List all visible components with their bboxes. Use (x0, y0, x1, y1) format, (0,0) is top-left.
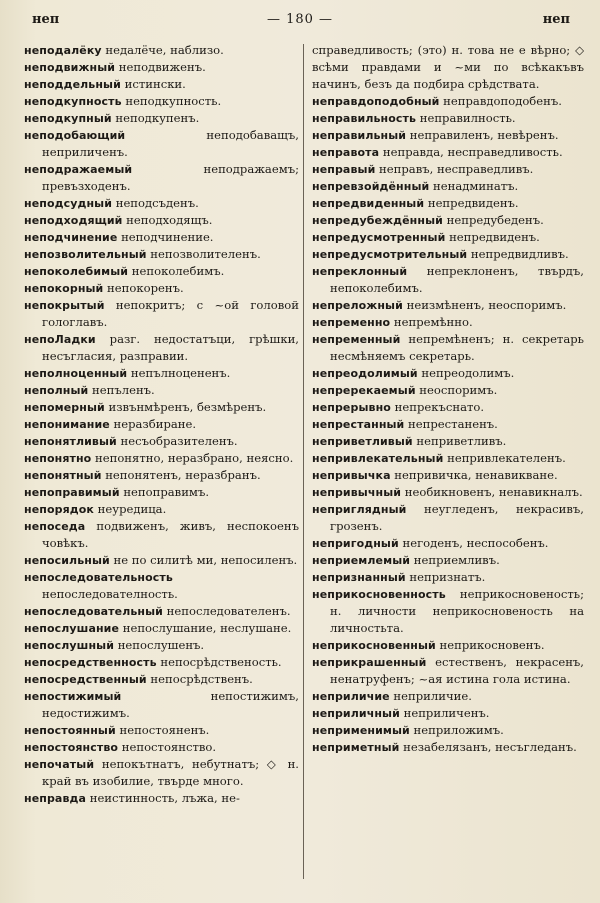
entry-headword: непреклонный (312, 265, 408, 278)
dictionary-entry (312, 552, 584, 569)
entry-headword: непрестанный (312, 418, 405, 431)
dictionary-entry (24, 297, 299, 331)
dictionary-entry (312, 450, 584, 467)
entry-translation: неправда, несправедливость. (379, 145, 563, 159)
entry-translation: непривлекателенъ. (443, 451, 566, 465)
dictionary-entry (24, 739, 299, 756)
entry-headword: непредусмотрительный (312, 248, 468, 261)
dictionary-entry (312, 688, 584, 705)
entry-translation: неподвиженъ. (115, 60, 206, 74)
entry-headword: непослушание (24, 622, 120, 635)
entry-headword: непонятно (24, 452, 92, 465)
entry-headword: неприкосновенный (312, 639, 436, 652)
entry-headword: неподобающий (24, 129, 126, 142)
entry-headword: неподдельный (24, 78, 121, 91)
dictionary-entry (24, 280, 299, 297)
dictionary-entry (312, 229, 584, 246)
entry-headword: непонятный (24, 469, 102, 482)
entry-translation: непредвиденъ. (424, 196, 519, 210)
dictionary-entry (24, 416, 299, 433)
dictionary-entry (312, 484, 584, 501)
entry-headword: непременный (312, 333, 401, 346)
dictionary-entry (24, 756, 299, 790)
entry-headword: непредусмотренный (312, 231, 446, 244)
column-divider (303, 44, 304, 879)
header-guide-word-left: неп (32, 12, 60, 27)
entry-translation: не по силитѣ ми, непосиленъ. (109, 553, 298, 567)
entry-headword: неподалёку (24, 44, 102, 57)
entry-translation: неподкупенъ. (111, 111, 200, 125)
entry-headword: непременно (312, 316, 391, 329)
entry-translation: несъобразителенъ. (116, 434, 238, 448)
entry-headword: неправота (312, 146, 380, 159)
dictionary-entry (24, 263, 299, 280)
entry-translation: неподобаващъ, неприличенъ. (42, 128, 299, 159)
dictionary-entry (312, 416, 584, 433)
entry-translation: непредубеденъ. (442, 213, 544, 227)
entry-headword: непривычный (312, 486, 402, 499)
dictionary-entry (24, 195, 299, 212)
entry-translation: непъленъ. (88, 383, 155, 397)
entry-translation: необикновенъ, ненавикналъ. (401, 485, 583, 499)
entry-translation: неприличие. (389, 689, 472, 703)
dictionary-entry (24, 569, 299, 603)
entry-translation: непокритъ; с ~ой головой гологлавъ. (42, 298, 299, 329)
entry-headword: непризнанный (312, 571, 406, 584)
dictionary-entry (312, 246, 584, 263)
entry-headword: непослушный (24, 639, 115, 652)
dictionary-entry (24, 127, 299, 161)
dictionary-entry (312, 722, 584, 739)
entry-translation: непредвиденъ. (445, 230, 540, 244)
entry-headword: непоправимый (24, 486, 120, 499)
entry-headword: непоколебимый (24, 265, 129, 278)
dictionary-entry (312, 127, 584, 144)
entry-translation: непосрѣдственость. (156, 655, 282, 669)
entry-translation: непозволителенъ. (146, 247, 261, 261)
entry-translation: непоследователность. (42, 587, 178, 601)
dictionary-entry (24, 42, 299, 59)
dictionary-entry (24, 229, 299, 246)
dictionary-entry (24, 93, 299, 110)
entry-headword: неприемлемый (312, 554, 411, 567)
entry-translation: неистинность, лъжа, не- (86, 791, 240, 805)
dictionary-entry (312, 195, 584, 212)
entry-translation: неприкосновеность; н. личности неприкосновеность на личностьта. (330, 587, 584, 635)
entry-headword: неподкупный (24, 112, 112, 125)
entry-headword: неправда (24, 792, 87, 805)
entry-translation: неправдоподобенъ. (439, 94, 562, 108)
entry-headword: непокорный (24, 282, 104, 295)
dictionary-entry (24, 76, 299, 93)
dictionary-entry (312, 433, 584, 450)
dictionary-entry (24, 501, 299, 518)
entry-headword: непрерывно (312, 401, 391, 414)
dictionary-entry (312, 739, 584, 756)
entry-headword: непредвиденный (312, 197, 425, 210)
dictionary-entry (312, 637, 584, 654)
dictionary-entry (312, 110, 584, 127)
entry-translation: неуредица. (93, 502, 167, 516)
dictionary-entry (312, 501, 584, 535)
entry-headword: непомерный (24, 401, 105, 414)
entry-headword: неприглядный (312, 503, 407, 516)
entry-headword: неподходящий (24, 214, 123, 227)
entry-translation: неправилность. (416, 111, 516, 125)
dictionary-entry (24, 518, 299, 552)
dictionary-entry (24, 484, 299, 501)
entry-translation: неподражаемъ; превъзходенъ. (42, 162, 299, 193)
entry-translation: справедливость; (это) н. това не е вѣрно; ◇ всѣми правдами и ~ми по всѣкакъвъ начинъ, безъ да подбира срѣдствата. (312, 43, 584, 91)
dictionary-entry (312, 212, 584, 229)
dictionary-entry (24, 212, 299, 229)
dictionary-entry (24, 620, 299, 637)
entry-translation: непостижимъ, недостижимъ. (42, 689, 299, 720)
entry-translation: непреклоненъ, твърдъ, непоколебимъ. (330, 264, 584, 295)
entry-headword: неприменимый (312, 724, 410, 737)
dictionary-entry (312, 535, 584, 552)
entry-headword: неправильность (312, 112, 417, 125)
entry-translation: разг. недостатъци, грѣшки, несъгласия, разправии. (42, 332, 299, 363)
entry-translation: непривичка, ненавикване. (390, 468, 558, 482)
dictionary-entry (24, 331, 299, 365)
entry-headword: непонятливый (24, 435, 117, 448)
entry-headword: непочатый (24, 758, 95, 771)
entry-headword: непокрытый (24, 299, 105, 312)
dictionary-entry (24, 382, 299, 399)
dictionary-entry (24, 467, 299, 484)
dictionary-entry (24, 637, 299, 654)
entry-translation: неправъ, несправедливъ. (375, 162, 534, 176)
entry-headword: непоследовательный (24, 605, 163, 618)
entry-headword: непоследовательность (24, 571, 173, 584)
dictionary-entry (312, 314, 584, 331)
dictionary-entry (312, 178, 584, 195)
entry-translation: извънмѣренъ, безмѣренъ. (104, 400, 267, 414)
dictionary-entry (312, 161, 584, 178)
entry-headword: неприветливый (312, 435, 413, 448)
entry-translation: непокоренъ. (103, 281, 184, 295)
dictionary-entry (24, 450, 299, 467)
entry-translation: неприветливъ. (412, 434, 507, 448)
entry-headword: неприличный (312, 707, 400, 720)
page-number: — 180 — (266, 12, 334, 27)
entry-translation: неоспоримъ. (415, 383, 498, 397)
entry-headword: непостижимый (24, 690, 122, 703)
entry-headword: неподчинение (24, 231, 118, 244)
entry-translation: неподчинение. (117, 230, 214, 244)
entry-translation: неприемливъ. (410, 553, 500, 567)
entry-headword: неприкрашенный (312, 656, 427, 669)
entry-headword: непосредственность (24, 656, 157, 669)
entry-translation: неприкосновенъ. (435, 638, 545, 652)
dictionary-entry (24, 161, 299, 195)
dictionary-entry (24, 399, 299, 416)
entry-translation: непълноцененъ. (127, 366, 231, 380)
entry-translation: непредвидливъ. (467, 247, 569, 261)
entry-translation: непрекъснато. (390, 400, 485, 414)
entry-headword: непосредственный (24, 673, 147, 686)
entry-translation: непослушание, неслушане. (119, 621, 292, 635)
entry-headword: непредубеждённый (312, 214, 443, 227)
entry-headword: неподсудный (24, 197, 113, 210)
entry-translation: непослушенъ. (114, 638, 205, 652)
entry-translation: незабелязанъ, несъгледанъ. (399, 740, 577, 754)
dictionary-entry (312, 365, 584, 382)
entry-headword: непорядок (24, 503, 94, 516)
entry-headword: непонимание (24, 418, 110, 431)
entry-translation: непоследователенъ. (162, 604, 291, 618)
dictionary-entry (312, 42, 584, 93)
dictionary-entry (312, 144, 584, 161)
entry-headword: неприличие (312, 690, 390, 703)
entry-translation: неизмѣненъ, неоспоримъ. (402, 298, 567, 312)
entry-translation: непрестаненъ. (404, 417, 498, 431)
dictionary-entry (312, 586, 584, 637)
entry-headword: непривлекательный (312, 452, 444, 465)
entry-translation: неприличенъ. (399, 706, 490, 720)
entry-headword: непостоянство (24, 741, 119, 754)
dictionary-entry (24, 654, 299, 671)
entry-translation: непремѣненъ; н. секретарь несмѣняемъ секретарь. (330, 332, 584, 363)
dictionary-entry (24, 722, 299, 739)
entry-headword: непререкаемый (312, 384, 416, 397)
entry-headword: непривычка (312, 469, 391, 482)
dictionary-entry (312, 93, 584, 110)
dictionary-entry (24, 433, 299, 450)
entry-headword: неприметный (312, 741, 400, 754)
entry-translation: подвиженъ, живъ, неспокоенъ човѣкъ. (42, 519, 299, 550)
entry-translation: неугледенъ, некрасивъ, грозенъ. (330, 502, 584, 533)
entry-headword: непостоянный (24, 724, 116, 737)
dictionary-entry (312, 399, 584, 416)
dictionary-entry (24, 671, 299, 688)
entry-headword: неподражаемый (24, 163, 133, 176)
dictionary-entry (312, 297, 584, 314)
dictionary-entry (312, 569, 584, 586)
entry-translation: естественъ, некрасенъ, ненатруфенъ; ~ая истина гола истина. (330, 655, 584, 686)
entry-translation: неподходящъ. (122, 213, 213, 227)
page-header (0, 12, 600, 36)
entry-translation: недалёче, наблизо. (101, 43, 224, 57)
dictionary-entry (24, 59, 299, 76)
entry-headword: непозволительный (24, 248, 147, 261)
entry-headword: непреложный (312, 299, 403, 312)
dictionary-entry (312, 654, 584, 688)
entry-headword: непосильный (24, 554, 110, 567)
entry-headword: неправдоподобный (312, 95, 440, 108)
entry-headword: непоЛадки (24, 333, 96, 346)
dictionary-entry (312, 705, 584, 722)
dictionary-entry (312, 467, 584, 484)
dictionary-entry (24, 603, 299, 620)
entry-translation: непосрѣдственъ. (146, 672, 253, 686)
entry-translation: непостояненъ. (115, 723, 210, 737)
entry-translation: истински. (120, 77, 186, 91)
entry-headword: непоседа (24, 520, 86, 533)
header-guide-word-right: неп (542, 12, 570, 27)
right-column (312, 42, 584, 756)
entry-headword: непревзойдённый (312, 180, 430, 193)
entry-translation: негоденъ, неспособенъ. (398, 536, 549, 550)
entry-headword: непригодный (312, 537, 399, 550)
entry-headword: неправый (312, 163, 376, 176)
entry-translation: непреодолимъ. (417, 366, 515, 380)
dictionary-entry (312, 382, 584, 399)
entry-headword: неправильный (312, 129, 407, 142)
entry-translation: непремѣнно. (390, 315, 473, 329)
entry-translation: неправиленъ, невѣренъ. (406, 128, 559, 142)
entry-headword: неподкупность (24, 95, 122, 108)
entry-translation: неподсъденъ. (112, 196, 199, 210)
entry-headword: неподвижный (24, 61, 116, 74)
entry-translation: ненадминатъ. (429, 179, 519, 193)
entry-translation: непокътнатъ, небутнатъ; ◇ н. край въ изобилие, твърде много. (42, 757, 299, 788)
dictionary-entry (24, 688, 299, 722)
entry-translation: непризнатъ. (405, 570, 486, 584)
entry-translation: непостоянство. (118, 740, 217, 754)
entry-translation: непоправимъ. (119, 485, 210, 499)
dictionary-entry (24, 790, 299, 807)
entry-translation: неподкупность. (121, 94, 222, 108)
entry-translation: неразбиране. (109, 417, 197, 431)
dictionary-entry (24, 110, 299, 127)
entry-headword: неполный (24, 384, 89, 397)
entry-headword: неполноценный (24, 367, 128, 380)
left-column (24, 42, 299, 807)
entry-headword: неприкосновенность (312, 588, 446, 601)
entry-translation: неприложимъ. (409, 723, 504, 737)
dictionary-entry (312, 263, 584, 297)
entry-translation: непонятно, неразбрано, неясно. (91, 451, 294, 465)
entry-translation: непонятенъ, неразбранъ. (101, 468, 261, 482)
dictionary-entry (24, 246, 299, 263)
dictionary-entry (312, 331, 584, 365)
dictionary-entry (24, 552, 299, 569)
entry-translation: непоколебимъ. (128, 264, 225, 278)
dictionary-entry (24, 365, 299, 382)
entry-headword: непреодолимый (312, 367, 418, 380)
